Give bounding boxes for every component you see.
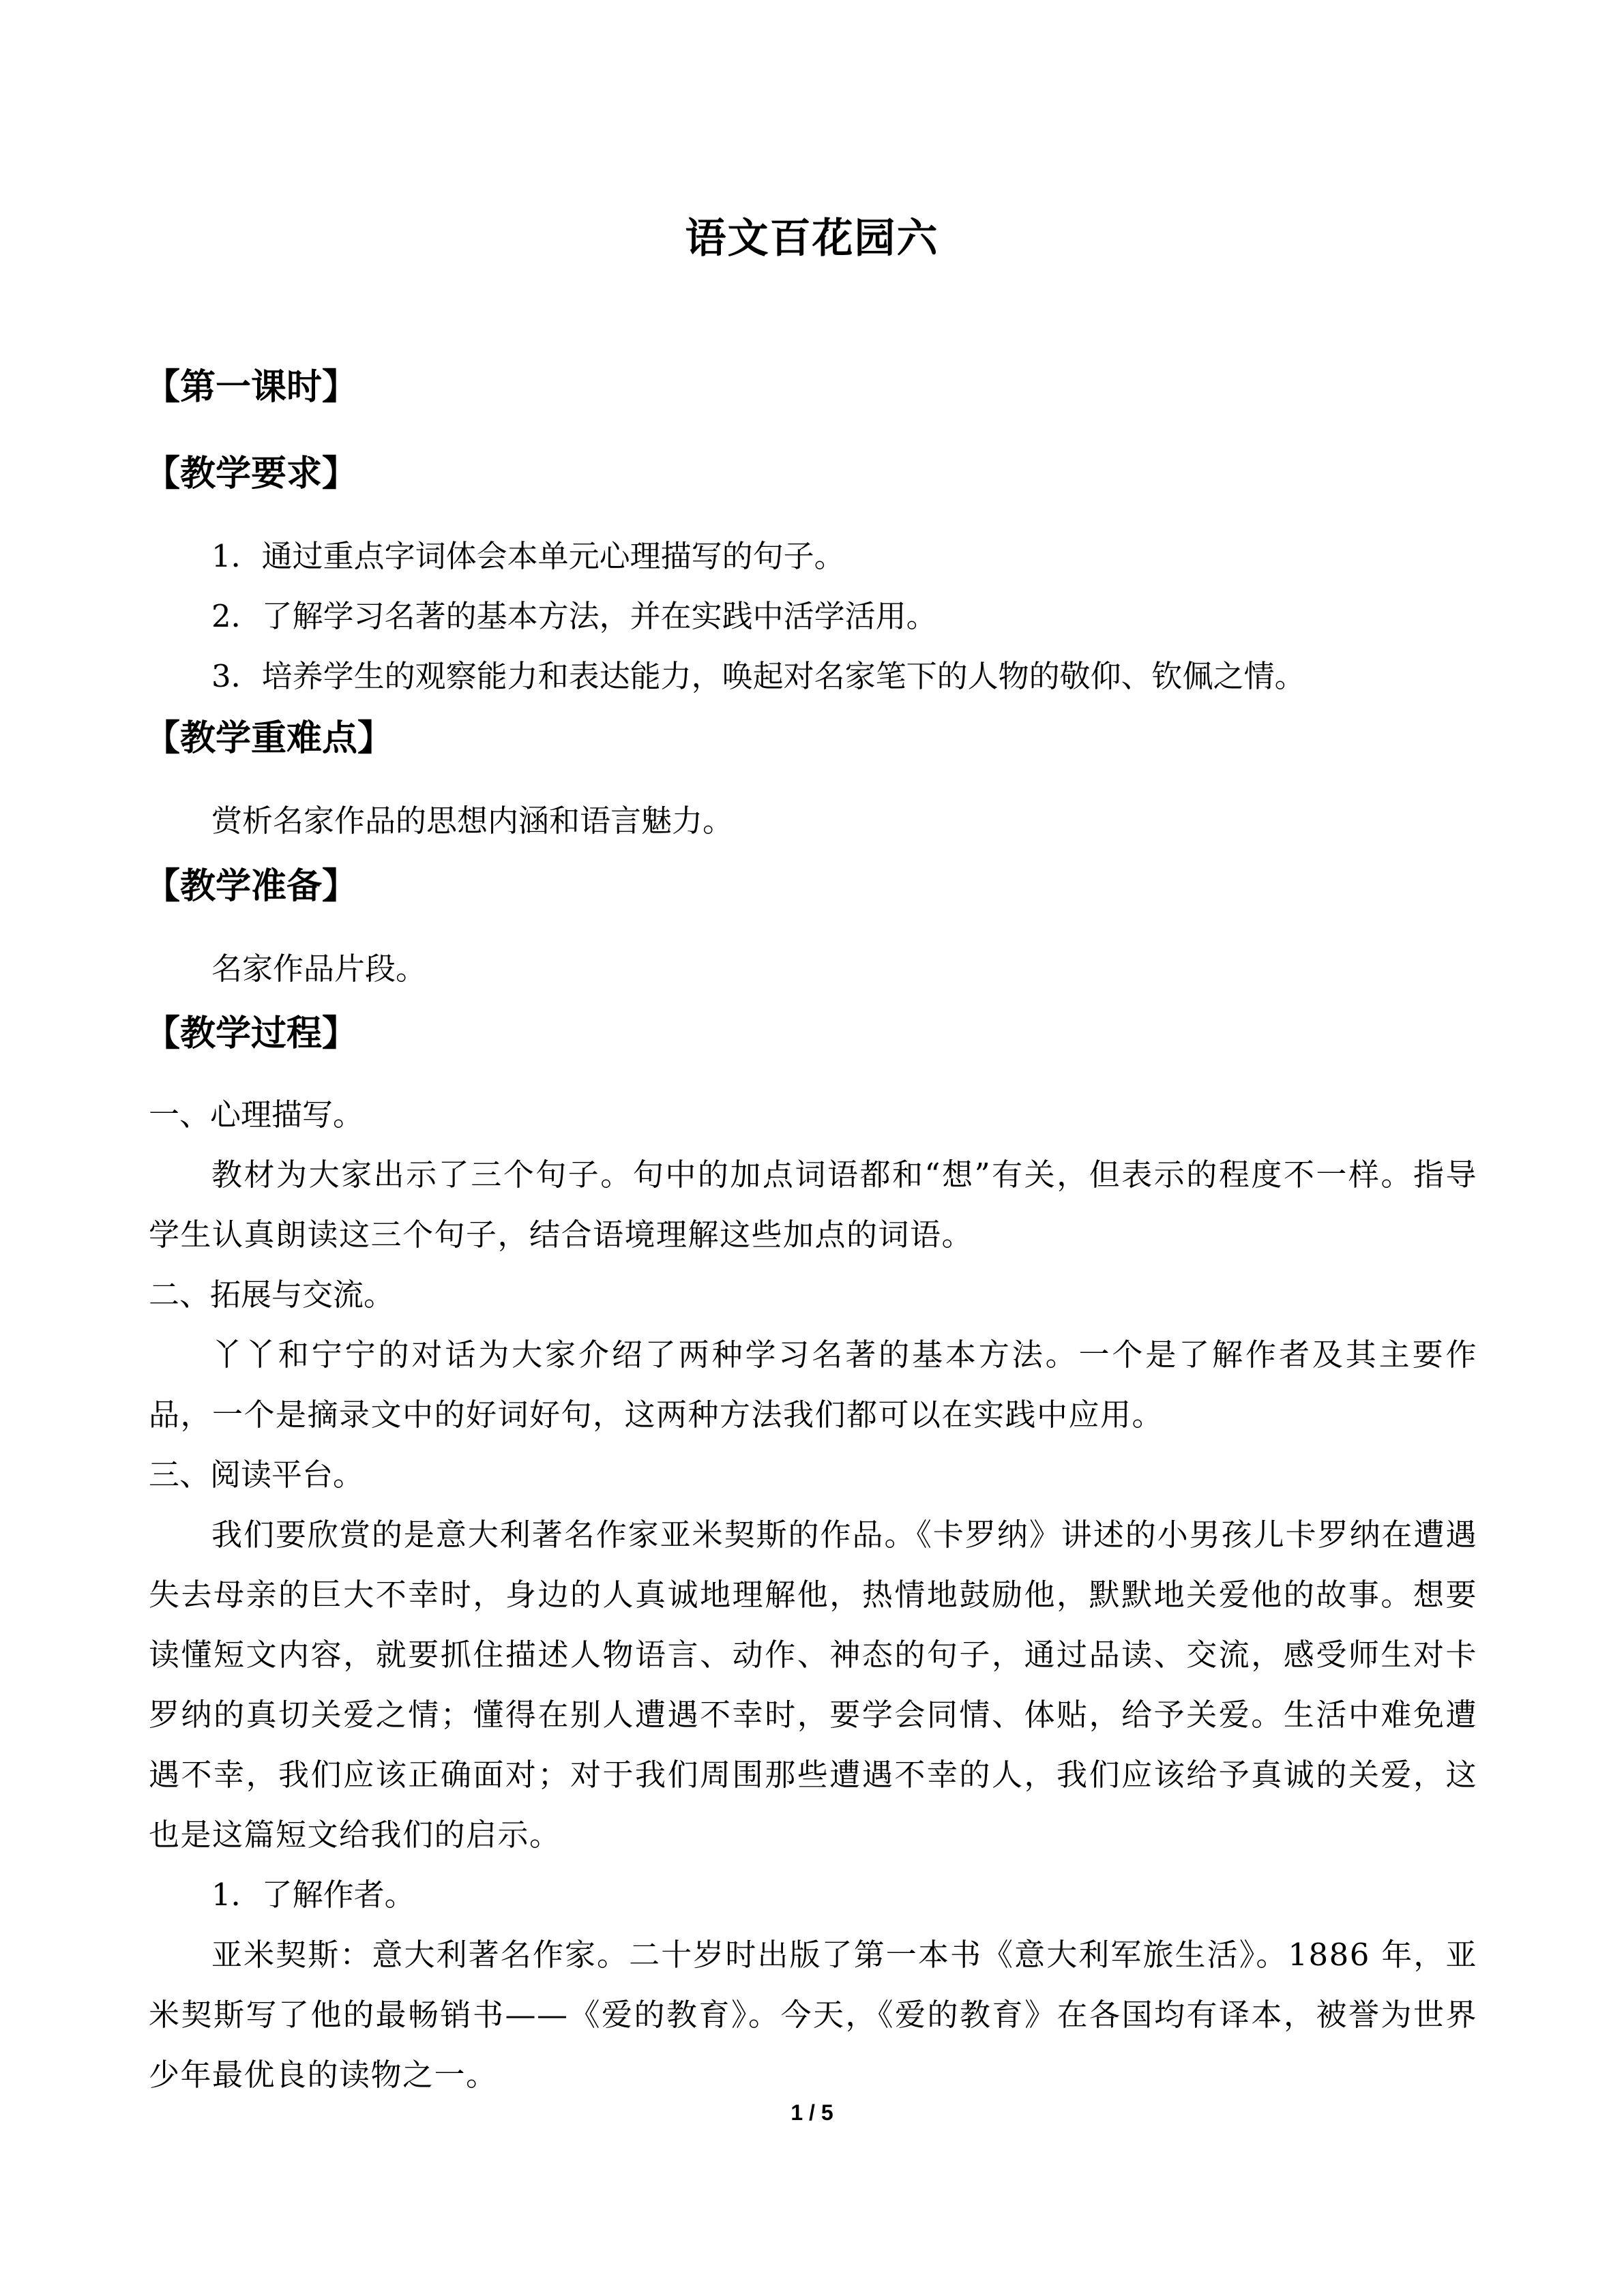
- process-part3-title: 三、阅读平台。: [149, 1457, 364, 1493]
- key-points-text: 赏析名家作品的思想内涵和语言魅力。: [211, 803, 734, 839]
- process-sub1-title: 1．了解作者。: [211, 1877, 415, 1913]
- process-heading: 【教学过程】: [145, 1013, 358, 1054]
- process-part1-title: 一、心理描写。: [149, 1097, 364, 1133]
- preparation-text: 名家作品片段。: [211, 951, 427, 987]
- process-part3-text: 我们要欣赏的是意大利著名作家亚米契斯的作品。《卡罗纳》讲述的小男孩儿卡罗纳在遭遇失去母亲的巨大不幸时，身边的人真诚地理解他，热情地鼓励他，默默地关爱他的故事。想要读懂短文内容，就要抓住描述人物语言、动作、神态的句子，通过品读、交流，感受师生对卡罗纳的真切关爱之情；懂得在别人遭遇不幸时，要学会同情、体贴，给予关爱。生活中难免遭遇不幸，我们应该正确面对；对于我们周围那些遭遇不幸的人，我们应该给予真诚的关爱，这也是这篇短文给我们的启示。: [149, 1517, 1477, 1853]
- document-title: 语文百花园六: [685, 215, 939, 263]
- process-part2-title: 二、拓展与交流。: [149, 1277, 395, 1313]
- process-sub1-text: 亚米契斯：意大利著名作家。二十岁时出版了第一本书《意大利军旅生活》。1886 年，亚米契斯写了他的最畅销书——《爱的教育》。今天，《爱的教育》在各国均有译本，被誉为世界少年最优良的读物之一。: [149, 1937, 1477, 2093]
- process-part2-text: 丫丫和宁宁的对话为大家介绍了两种学习名著的基本方法。一个是了解作者及其主要作品，一个是摘录文中的好词好句，这两种方法我们都可以在实践中应用。: [149, 1337, 1477, 1433]
- requirement-item-2: 2．了解学习名著的基本方法，并在实践中活学活用。: [211, 598, 937, 634]
- requirements-heading: 【教学要求】: [145, 453, 358, 494]
- page-indicator: 1 / 5: [791, 2100, 833, 2125]
- lesson-heading: 【第一课时】: [145, 366, 358, 408]
- process-part1-text: 教材为大家出示了三个句子。句中的加点词语都和“想”有关，但表示的程度不一样。指导学生认真朗读这三个句子，结合语境理解这些加点的词语。: [149, 1157, 1477, 1253]
- requirement-item-1: 1．通过重点字词体会本单元心理描写的句子。: [211, 538, 845, 574]
- key-points-heading: 【教学重难点】: [145, 717, 394, 759]
- requirement-item-3: 3．培养学生的观察能力和表达能力，唤起对名家笔下的人物的敬仰、钦佩之情。: [211, 658, 1305, 694]
- preparation-heading: 【教学准备】: [145, 865, 358, 907]
